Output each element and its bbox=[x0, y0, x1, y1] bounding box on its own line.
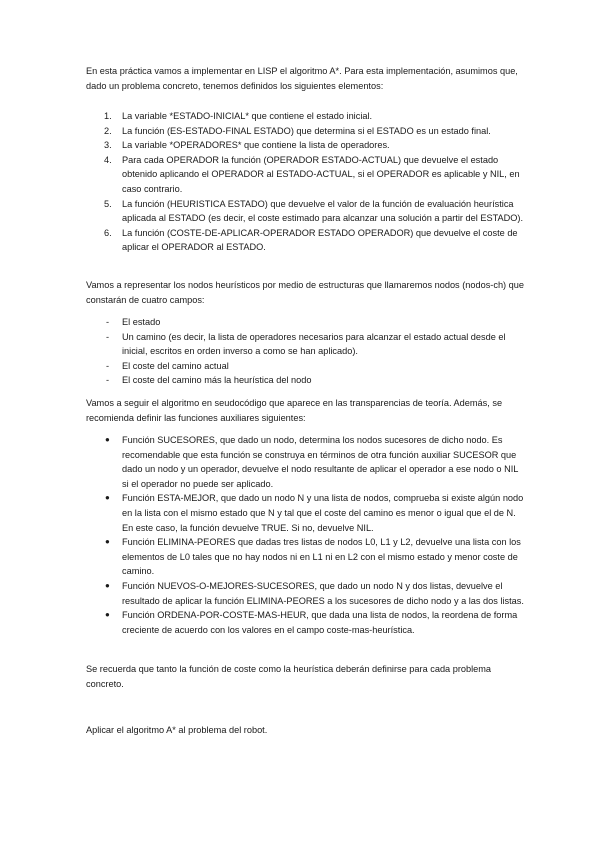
list-item bbox=[86, 197, 526, 226]
list-item-text: Función SUCESORES, que dado un nodo, determina los nodos sucesores de dicho nodo. Es recomendable que esta función se construya en términos de otra función auxiliar SUCESOR que dado un nodo y un operador, devuelve el nodo resultante de aplicar el operador a ese nodo o NIL si el operador no puede ser aplicado. bbox=[122, 435, 519, 489]
list-item-text: La función (HEURISTICA ESTADO) que devuelve el valor de la función de evaluación heurística aplicada al ESTADO (es decir, el coste estimado para alcanzar una solución a partir del ESTADO). bbox=[122, 198, 524, 224]
list-item bbox=[86, 153, 526, 197]
list-item-marker: 2. bbox=[104, 125, 112, 136]
list-item bbox=[86, 124, 526, 139]
list-item-marker: 3. bbox=[104, 140, 112, 151]
list-item bbox=[86, 315, 526, 330]
list-item-text: El coste del camino más la heurística del nodo bbox=[122, 375, 312, 386]
list-item bbox=[86, 330, 526, 359]
list-item-text: El coste del camino actual bbox=[122, 360, 229, 371]
list-item bbox=[86, 226, 526, 255]
list-item-marker: ● bbox=[105, 493, 110, 503]
list-item-text: El estado bbox=[122, 317, 161, 327]
list-item-marker: - bbox=[106, 331, 110, 342]
closing-paragraph: Se recuerda que tanto la función de coste como la heurística deberán definirse para cada problema concreto. bbox=[86, 664, 492, 689]
intro-paragraph: En esta práctica vamos a implementar en LISP el algoritmo A*. Para esta implementación, asumimos que, dado un problema concreto, tenemos definidos los siguientes elementos: bbox=[86, 66, 518, 91]
list-item-marker: ● bbox=[105, 435, 110, 444]
list-item-marker: ● bbox=[105, 537, 110, 547]
list-item-marker: - bbox=[106, 317, 110, 327]
list-item bbox=[86, 608, 526, 637]
list-item-text: La función (COSTE-DE-APLICAR-OPERADOR ESTADO OPERADOR) que devuelve el coste de aplicar el OPERADOR al ESTADO. bbox=[122, 227, 518, 253]
nodes-intro-paragraph: Vamos a representar los nodos heurísticos por medio de estructuras que llamaremos nodos (nodos-ch) que constarán de cuatro campos: bbox=[86, 280, 524, 305]
list-item-marker: 6. bbox=[104, 227, 112, 238]
list-item-marker: - bbox=[106, 360, 110, 371]
list-item-text: La variable *OPERADORES* que contiene la lista de operadores. bbox=[122, 140, 390, 151]
list-item bbox=[86, 109, 526, 124]
list-item-marker: 1. bbox=[104, 111, 112, 121]
list-item-text: Un camino (es decir, la lista de operadores necesarios para alcanzar el estado actual desde el inicial, escritos en orden inverso a como se han aplicado). bbox=[122, 331, 506, 357]
list-item bbox=[86, 433, 526, 491]
elements-list bbox=[86, 109, 526, 255]
list-item bbox=[86, 373, 526, 388]
list-item-marker: ● bbox=[105, 580, 110, 590]
list-item-text: Función ORDENA-POR-COSTE-MAS-HEUR, que dada una lista de nodos, la reordena de forma creciente de acuerdo con los valores en el campo coste-mas-heurística. bbox=[122, 610, 518, 635]
list-item-marker: 5. bbox=[104, 198, 112, 209]
list-item-text: Para cada OPERADOR la función (OPERADOR ESTADO-ACTUAL) que devuelve el estado obtenido aplicando el OPERADOR al ESTADO-ACTUAL, si el OPERADOR es aplicable y NIL, en caso contrario. bbox=[122, 154, 520, 194]
list-item-text: La función (ES-ESTADO-FINAL ESTADO) que determina si el ESTADO es un estado final. bbox=[122, 125, 491, 136]
list-item bbox=[86, 138, 526, 153]
list-item-text: Función ELIMINA-PEORES que dadas tres listas de nodos L0, L1 y L2, devuelve una lista con los elementos de L0 tales que no hay nodos ni en L1 ni en L2 con el mismo estado y menor coste de camino. bbox=[122, 537, 521, 577]
node-fields-list bbox=[86, 315, 526, 388]
list-item-marker: 4. bbox=[104, 154, 112, 165]
list-item-text: La variable *ESTADO-INICIAL* que contiene el estado inicial. bbox=[122, 111, 373, 121]
list-item-text: Función NUEVOS-O-MEJORES-SUCESORES, que dado un nodo N y dos listas, devuelve el resultado de aplicar la función ELIMINA-PEORES a los sucesores de dicho nodo y a las dos listas. bbox=[122, 580, 524, 606]
auxiliary-functions-list bbox=[86, 433, 526, 637]
list-item-marker: - bbox=[106, 375, 110, 386]
task-paragraph: Aplicar el algoritmo A* al problema del robot. bbox=[86, 725, 268, 735]
list-item bbox=[86, 359, 526, 374]
algorithm-intro-paragraph: Vamos a seguir el algoritmo en seudocódigo que aparece en las transparencias de teoría. Además, se recomienda definir las funciones auxiliares siguientes: bbox=[86, 398, 503, 423]
list-item-marker: ● bbox=[105, 610, 110, 620]
list-item bbox=[86, 579, 526, 608]
list-item bbox=[86, 491, 526, 535]
list-item bbox=[86, 535, 526, 579]
list-item-text: Función ESTA-MEJOR, que dado un nodo N y una lista de nodos, comprueba si existe algún nodo en la lista con el mismo estado que N y tal que el coste del camino es menor o igual que el de N. En este caso, la función devuelve TRUE. Si no, devuelve NIL. bbox=[122, 493, 524, 533]
